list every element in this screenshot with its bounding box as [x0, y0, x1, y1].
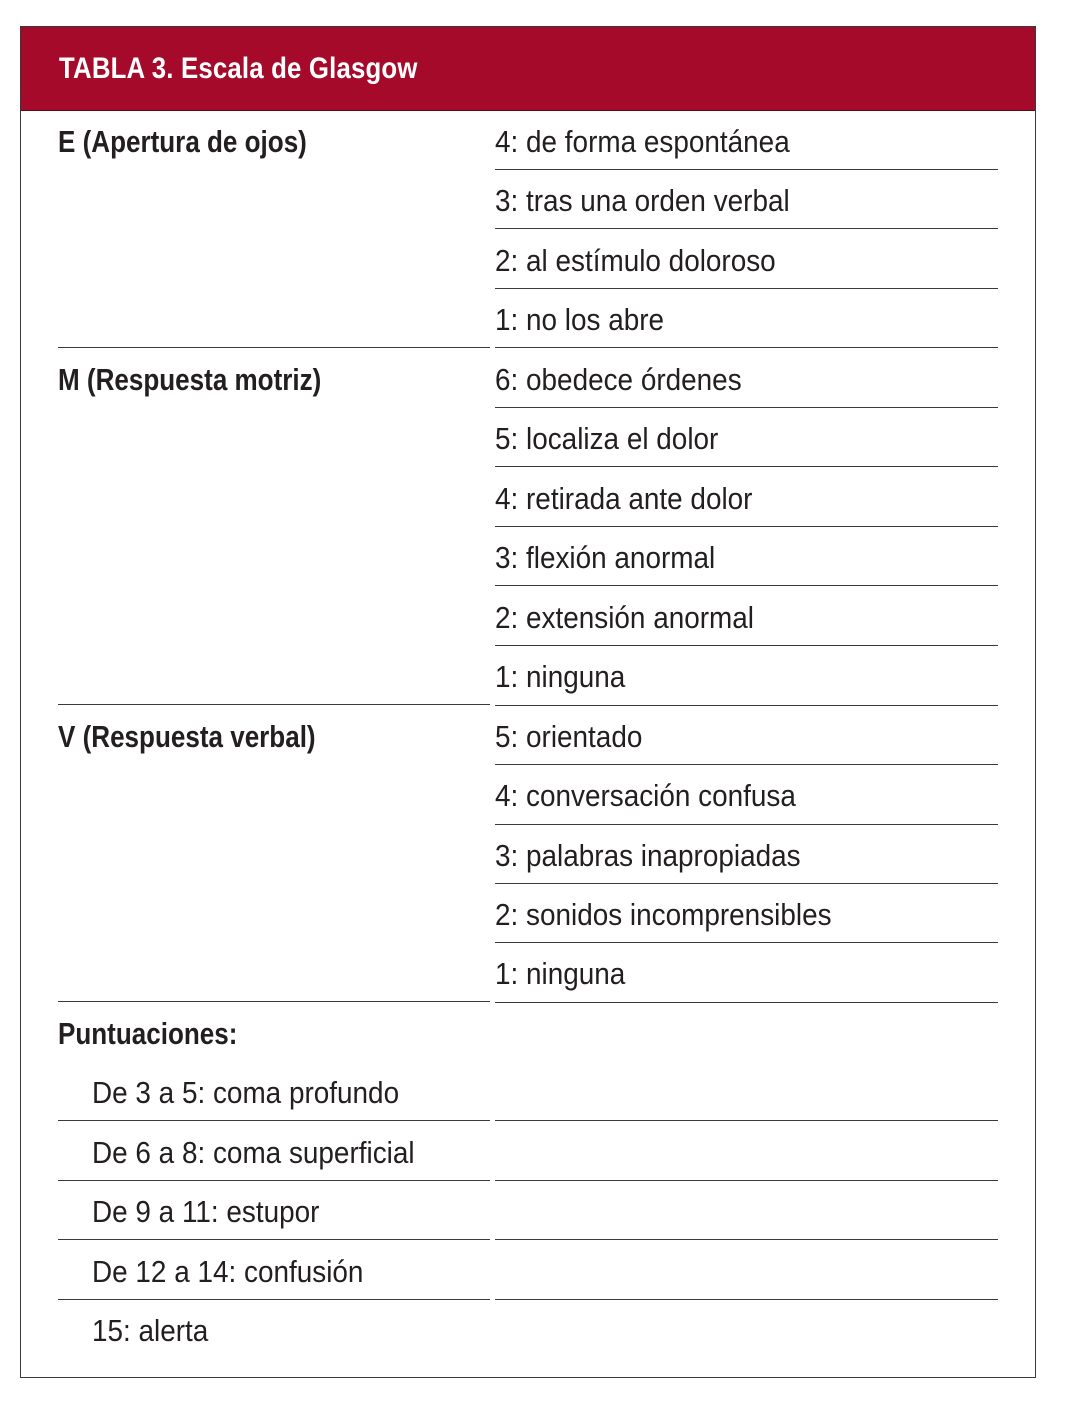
row-divider [58, 1239, 490, 1240]
table-title: TABLA 3. Escala de Glasgow [59, 52, 418, 85]
item-value: 3: palabras inapropiadas [495, 838, 801, 873]
item-value: 3: tras una orden verbal [495, 183, 790, 218]
item-value: 1: ninguna [495, 659, 626, 694]
row-divider [495, 705, 998, 706]
row-divider [495, 645, 998, 646]
section-divider [58, 347, 490, 348]
row-divider [495, 1180, 998, 1181]
score-range: De 9 a 11: estupor [92, 1194, 320, 1229]
row-divider [495, 1299, 998, 1300]
row-divider [495, 228, 998, 229]
score-range: 15: alerta [92, 1313, 209, 1348]
row-divider [495, 347, 998, 348]
item-value: 5: localiza el dolor [495, 421, 719, 456]
row-divider [495, 764, 998, 765]
item-value: 4: conversación confusa [495, 778, 796, 813]
item-value: 2: al estímulo doloroso [495, 243, 776, 278]
row-divider [495, 466, 998, 467]
score-range: De 3 a 5: coma profundo [92, 1075, 400, 1110]
row-divider [495, 407, 998, 408]
section-divider [58, 704, 490, 705]
row-divider [495, 526, 998, 527]
item-value: 3: flexión anormal [495, 540, 716, 575]
row-divider [495, 288, 998, 289]
row-divider [495, 585, 998, 586]
row-divider [495, 1239, 998, 1240]
row-divider [495, 1120, 998, 1121]
section-label-motor: M (Respuesta motriz) [58, 362, 322, 397]
row-divider [495, 1002, 998, 1003]
row-divider [495, 942, 998, 943]
row-divider [495, 169, 998, 170]
item-value: 1: no los abre [495, 302, 665, 337]
item-value: 2: sonidos incomprensibles [495, 897, 832, 932]
row-divider [58, 1180, 490, 1181]
section-label-eyes: E (Apertura de ojos) [58, 124, 307, 159]
row-divider [58, 1299, 490, 1300]
item-value: 5: orientado [495, 719, 643, 754]
item-value: 2: extensión anormal [495, 600, 755, 635]
section-divider [58, 1001, 490, 1002]
item-value: 4: retirada ante dolor [495, 481, 753, 516]
section-label-verbal: V (Respuesta verbal) [58, 719, 316, 754]
item-value: 4: de forma espontánea [495, 124, 790, 159]
row-divider [495, 883, 998, 884]
item-value: 1: ninguna [495, 956, 626, 991]
row-divider [58, 1120, 490, 1121]
score-range: De 12 a 14: confusión [92, 1254, 364, 1289]
item-value: 6: obedece órdenes [495, 362, 742, 397]
row-divider [495, 824, 998, 825]
score-range: De 6 a 8: coma superficial [92, 1135, 415, 1170]
table-header [21, 27, 1035, 111]
scores-heading: Puntuaciones: [58, 1016, 238, 1051]
